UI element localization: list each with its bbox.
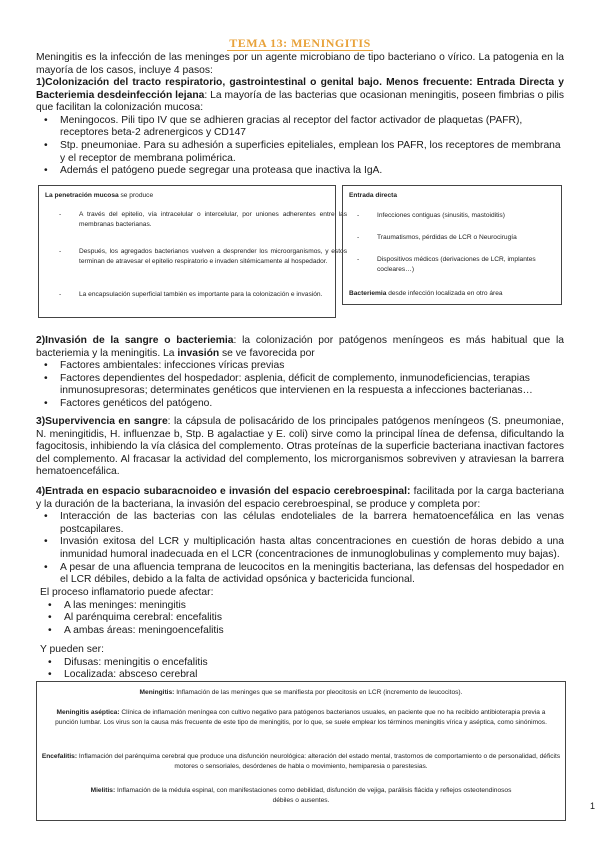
affect-section xyxy=(40,587,440,637)
box-right-item: - Infecciones contiguas (sinusitis, mastoiditis) xyxy=(355,211,577,221)
list-item: • A las meninges: meningitis xyxy=(40,600,440,613)
list-item: • Además el patógeno puede segregar una proteasa que inactiva la IgA. xyxy=(36,165,564,178)
list-item: • Factores genéticos del patógeno. xyxy=(36,398,564,411)
box-left-item: - La encapsulación superficial también es importante para la colonización e invasión. xyxy=(57,290,347,300)
list-item: • Stp. pneumoniae. Para su adhesión a superficies epiteliales, emplean los PAFR, los receptores de membrana y el receptor de membrana polimérica. xyxy=(36,140,564,165)
page-title: TEMA 13: MENINGITIS xyxy=(229,36,371,50)
box-right-title: Entrada directa xyxy=(349,192,398,199)
step3-paragraph: 3)Supervivencia en sangre: la cápsula de polisacárido de los principales patógenos meníngeos (S. pneumoniae, N. meningitidis, H. influenzae b, Stp. B agalactiae y E. coli) sirve como la principal línea de defensa, dificultando la fagocitosis, inhibiendo la vía clásica del complemento. Otras proteínas de la superficie bacteriana inactivan factores del complemento. Al fracasar la actividad del complemento, los microrganismos sobreviven y atraviesan la barrera hematoencefálica. xyxy=(36,416,564,478)
step4-section xyxy=(36,486,564,587)
step2-list xyxy=(36,360,564,410)
box-left-title: La penetración mucosa se produce xyxy=(45,192,154,199)
list-item: • Interacción de las bacterias con las células endoteliales de la barrera hematoencefálica en las venas postcapilares. xyxy=(36,511,564,536)
step1-list xyxy=(36,115,564,178)
box-left-item: - A través del epitelio, vía intracelular o intercelular, por uniones adherentes entre las membranas bacterianas. xyxy=(57,210,347,230)
direct-entry-box xyxy=(342,185,562,305)
definition-myelitis: Mielitis: Inflamación de la médula espinal, con manifestaciones como debilidad, disfunción de vejiga, parálisis flácida y reflejos osteotendinosos débiles o ausentes. xyxy=(90,787,512,804)
list-item: • A ambas áreas: meningoencefalitis xyxy=(40,625,440,638)
step1-heading: 1)Colonización del tracto respiratorio, gastrointestinal o genital bajo. Menos frecuente: Entrada Directa y Bacteriemia desdeinfección lejana xyxy=(36,77,564,101)
step4-list xyxy=(36,511,564,587)
box-left-item: - Después, los agregados bacterianos vuelven a desprender los microorganismos, y estos terminan de atravesar el epitelio respiratorio e invaden sitémicamente al hospedador. xyxy=(57,247,347,267)
step1-section xyxy=(36,77,564,178)
types-heading: Y pueden ser: xyxy=(40,644,104,655)
list-item: • Meningocos. Pili tipo IV que se adhieren gracias al receptor del factor activador de plaquetas (PAFR), receptores beta-2 adrenergicos y CD147 xyxy=(36,115,564,140)
step1-paragraph: 1)Colonización del tracto respiratorio, gastrointestinal o genital bajo. Menos frecuente: Entrada Directa y Bacteriemia desdeinfección lejana: La mayoría de las bacterias que ocasionan meningitis, poseen fimbrias o pilis que facilitan la colonización mucosa: xyxy=(36,77,564,114)
list-item: • Invasión exitosa del LCR y multiplicación hasta altas concentraciones en cuestión de horas debido a una inmunidad humoral inadecuada en el LCR (concentraciones de inmunoglobulinas y complemento muy bajas). xyxy=(36,536,564,561)
affect-list xyxy=(40,600,440,638)
definition-encephalitis: Encefalitis: Inflamación del parénquima cerebral que produce una disfunción neurológica: alteración del estado mental, trastornos de comportamiento o de personalidad, déficits motores o sensoriales, desórdenes de habla o movimiento, hemiparesia o parestesias. xyxy=(41,753,561,770)
definitions-box xyxy=(36,681,566,821)
affect-heading: El proceso inflamatorio puede afectar: xyxy=(40,587,214,598)
definition-meningitis: Meningitis: Inflamación de las meninges que se manifiesta por pleocitosis en LCR (incremento de leucocitos). xyxy=(139,689,463,696)
step2-section xyxy=(36,335,564,411)
list-item: • Factores ambientales: infecciones víricas previas xyxy=(36,360,564,373)
list-item: • Factores dependientes del hospedador: asplenia, déficit de complemento, inmunodeficiencias, terapias inmunosupresoras; determinates genéticos que intervienen en la respuesta a infecciones bacterianas… xyxy=(36,373,564,398)
step2-paragraph: 2)Invasión de la sangre o bacteriemia: la colonización por patógenos meníngeos es más habitual que la bacteriemia y la meningitis. La invasión se ve favorecida por xyxy=(36,335,564,359)
step4-paragraph: 4)Entrada en espacio subaracnoideo e invasión del espacio cerebroespinal: facilitada por la carga bacteriana y la duración de la bacteriana, la invasión del espacio cerebroespinal, se produce y completa por: xyxy=(36,486,564,510)
mucosal-penetration-box xyxy=(38,185,347,318)
list-item: • Localizada: absceso cerebral xyxy=(40,669,440,682)
list-item: • A pesar de una afluencia temprana de leucocitos en la meningitis bacteriana, las defensas del hospedador en el LCR débiles, debido a la falta de actividad opsónica y bactericida funcional. xyxy=(36,562,564,587)
box-right-item: - Dispositivos médicos (derivaciones de LCR, implantes cocleares…) xyxy=(355,255,563,275)
types-section xyxy=(40,644,440,682)
types-list xyxy=(40,657,440,682)
list-item: • Al parénquima cerebral: encefalitis xyxy=(40,612,440,625)
definition-aseptic-meningitis: Meningitis aséptica: Clínica de inflamación meníngea con cultivo negativo para patógenos bacterianos usuales, en paciente que no ha recibido antibioterapia previa a punción lumbar. Los virus son la causa más frecuente de este tipo de meningitis, por lo que, se suele emplear los términos meningitis vírica y aséptica, como sinónimos. xyxy=(55,709,547,726)
list-item: • Difusas: meningitis o encefalitis xyxy=(40,657,440,670)
box-right-item: - Traumatismos, pérdidas de LCR o Neurocirugía xyxy=(355,233,577,243)
box-right-footer: Bacteriemia desde infección localizada en otro área xyxy=(349,290,503,297)
page-number: 1 xyxy=(589,801,595,811)
intro-paragraph: Meningitis es la infección de las meninges por un agente microbiano de tipo bacteriano o vírico. La patogenia en la mayoría de los casos, incluye 4 pasos: xyxy=(36,52,564,76)
